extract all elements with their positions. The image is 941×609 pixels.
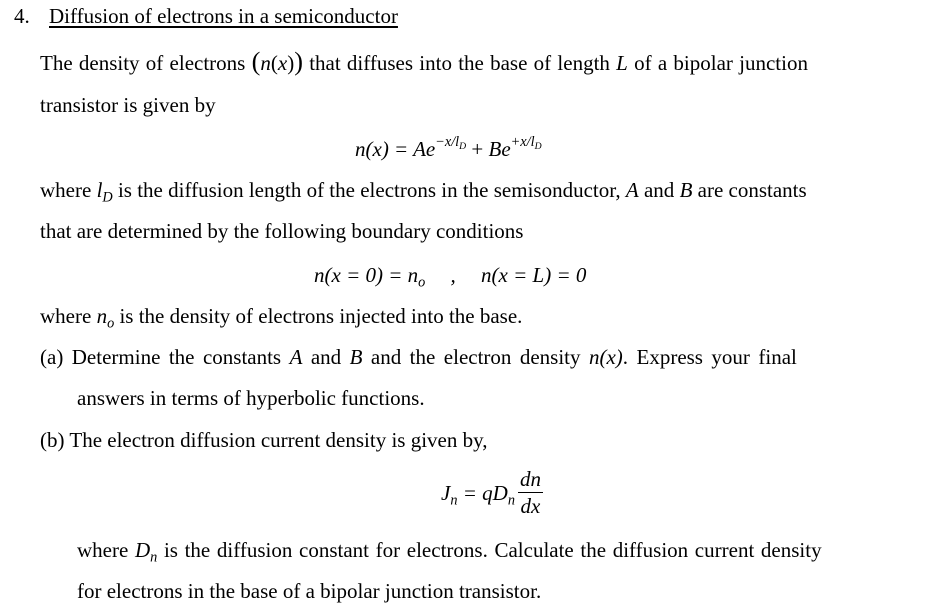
where2-text-b: is the density of electrons injected into the base. bbox=[119, 304, 523, 328]
intro-line-2: transistor is given by bbox=[40, 93, 216, 117]
problem-number: 4. bbox=[14, 4, 30, 28]
var-B: B bbox=[679, 178, 693, 202]
eq1-term-A: Ae bbox=[413, 137, 436, 161]
part-a-var-A: A bbox=[289, 345, 303, 369]
eq3-D-sub: n bbox=[507, 491, 515, 508]
part-a-line-2: answers in terms of hyperbolic functions. bbox=[77, 386, 425, 410]
eq1-sub-D2: D bbox=[534, 140, 542, 152]
var-l-sub: D bbox=[102, 189, 113, 206]
where1-and: and bbox=[643, 178, 675, 202]
equation-density bbox=[355, 133, 542, 162]
where1-text-b: is the diffusion length of the electrons in the semisonductor, bbox=[117, 178, 621, 202]
var-no: n bbox=[96, 304, 108, 328]
eq1-sub-D1: D bbox=[459, 140, 467, 152]
equation-boundary bbox=[314, 263, 587, 291]
part-a-label: (a) bbox=[40, 345, 64, 369]
fraction-numerator: dn bbox=[518, 468, 543, 493]
where1-text-c: are constants bbox=[697, 178, 807, 202]
var-l: l bbox=[96, 178, 103, 202]
equation-current bbox=[441, 468, 543, 518]
part-b-line-3 bbox=[77, 538, 822, 566]
intro-line-1: The density of electrons (n(x)) that diffuses into the base of length L of a bipolar junction bbox=[40, 47, 808, 76]
eq2-right: n(x = L) = 0 bbox=[481, 263, 587, 287]
part-a-var-B: B bbox=[349, 345, 363, 369]
intro-text-b: that diffuses into the base of length bbox=[309, 51, 610, 75]
var-n: n bbox=[260, 51, 271, 75]
intro-text-c: of a bipolar junction bbox=[634, 51, 808, 75]
var-L: L bbox=[616, 51, 628, 75]
part-b-label: (b) bbox=[40, 428, 65, 452]
where-no-line bbox=[40, 304, 523, 332]
problem-title: Diffusion of electrons in a semiconductor bbox=[49, 4, 398, 28]
eq1-exp-pos: +x/l bbox=[510, 133, 535, 150]
var-x: x bbox=[277, 51, 288, 75]
part-b-where: where bbox=[77, 538, 129, 562]
eq3-qD: = qD bbox=[457, 480, 508, 505]
eq2-left: n(x = 0) = n bbox=[314, 263, 419, 287]
part-b-text: The electron diffusion current density is given by, bbox=[69, 428, 488, 452]
derivative-fraction bbox=[518, 468, 543, 518]
part-a-and: and bbox=[310, 345, 342, 369]
eq3-J: J bbox=[441, 480, 451, 505]
where2-text-a: where bbox=[40, 304, 92, 328]
where-line-1 bbox=[40, 178, 807, 206]
var-A: A bbox=[625, 178, 639, 202]
where1-text-a: where bbox=[40, 178, 92, 202]
var-no-sub: o bbox=[107, 315, 115, 332]
eq1-term-B: Be bbox=[488, 137, 511, 161]
eq2-o-sub: o bbox=[418, 274, 426, 291]
fraction-denominator: dx bbox=[520, 494, 541, 519]
part-a-text-a: Determine the constants bbox=[71, 345, 282, 369]
eq1-plus: + bbox=[466, 137, 489, 161]
intro-text-a: The density of electrons bbox=[40, 51, 246, 75]
part-a-nx: n(x) bbox=[588, 345, 623, 369]
eq3-J-sub: n bbox=[450, 491, 458, 508]
eq1-exp-neg: −x/l bbox=[435, 133, 460, 150]
eq2-sep: , bbox=[450, 263, 456, 287]
problem-heading bbox=[14, 4, 398, 29]
var-Dn-sub: n bbox=[150, 549, 158, 566]
part-a-line-1 bbox=[40, 345, 797, 370]
part-b-line-1 bbox=[40, 428, 488, 453]
var-Dn: D bbox=[134, 538, 151, 562]
where-line-2: that are determined by the following boundary conditions bbox=[40, 219, 524, 243]
part-b-line-4: for electrons in the base of a bipolar junction transistor. bbox=[77, 579, 542, 603]
part-a-text-c: . Express your final bbox=[622, 345, 797, 369]
eq1-lhs: n(x) = bbox=[355, 137, 414, 161]
part-a-text-b: and the electron density bbox=[370, 345, 581, 369]
part-b-text-b: is the diffusion constant for electrons. Calculate the diffusion current density bbox=[163, 538, 822, 562]
